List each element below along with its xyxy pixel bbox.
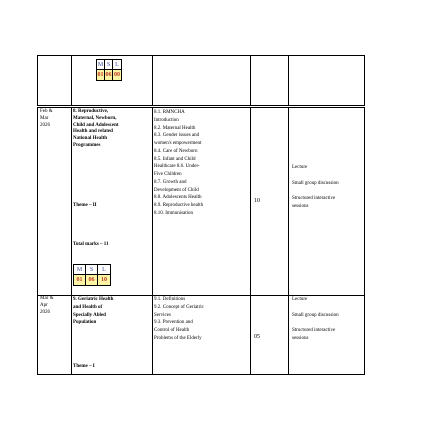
row1-marks-m-value: 01 — [74, 275, 86, 285]
row2-subtopics: 9.1. Definitions 9.2. Concept of Geriatric Services 9.3. Prevention and Control of Health Problems of the Elderly — [154, 297, 204, 341]
row2-teaching-methods: Lecture Small group discussion Structured interactive sessions — [292, 297, 339, 341]
row1-total-marks: Total marks – 11 — [73, 242, 109, 247]
row1-month: Feb & Mar 2026 — [40, 109, 53, 128]
row1-theme: Theme – II — [73, 203, 97, 208]
row1-topic-title: 8. Reproductive, Maternal, Newborn, Child and Adolescent Health and related National Health Programmes — [73, 109, 119, 148]
row1-marks-l-value: 10 — [98, 275, 110, 285]
top-marks-l-value: 00 — [114, 72, 120, 78]
top-marks-l-label: L — [115, 62, 119, 68]
row1-marks-s-value: 06 — [86, 275, 98, 285]
row2-topic-title: 9. Geriatric Health and Health of Specially Abled Population — [73, 297, 114, 326]
row1-marks-s-label: S — [86, 265, 98, 275]
row2-month: Mar & Apr 2026 — [40, 296, 54, 315]
top-marks-m-value: 01 — [97, 72, 104, 78]
row2-hours: 05 — [254, 334, 260, 340]
top-marks-box — [96, 59, 122, 81]
row2-theme: Theme – I — [73, 364, 95, 369]
row1-hours: 10 — [254, 198, 260, 204]
top-marks-s-value: 06 — [105, 72, 112, 78]
row1-marks-box — [73, 264, 111, 286]
row1-subtopics: 8.1. RMNCHA Introduction 8.2. Maternal Health 8.3. Gender issues and women's empowerment 8.4. Care of Newborn 8.5. Infant and Child Healthcare 8.6. Under- Five Children 8.7. Growth and Development of Child 8.8. Adolescents Health 8.9. Reproductive health 8.10. Immunisation — [154, 110, 204, 216]
row1-marks-l-label: L — [102, 267, 106, 273]
top-marks-m-label: M — [97, 62, 104, 68]
row1-teaching-methods: Lecture Small group discussion Structured interactive sessions — [292, 165, 339, 209]
row1-marks-m-label: M — [74, 265, 86, 275]
top-marks-s-label: S — [105, 60, 113, 70]
top-header-box — [37, 55, 365, 106]
